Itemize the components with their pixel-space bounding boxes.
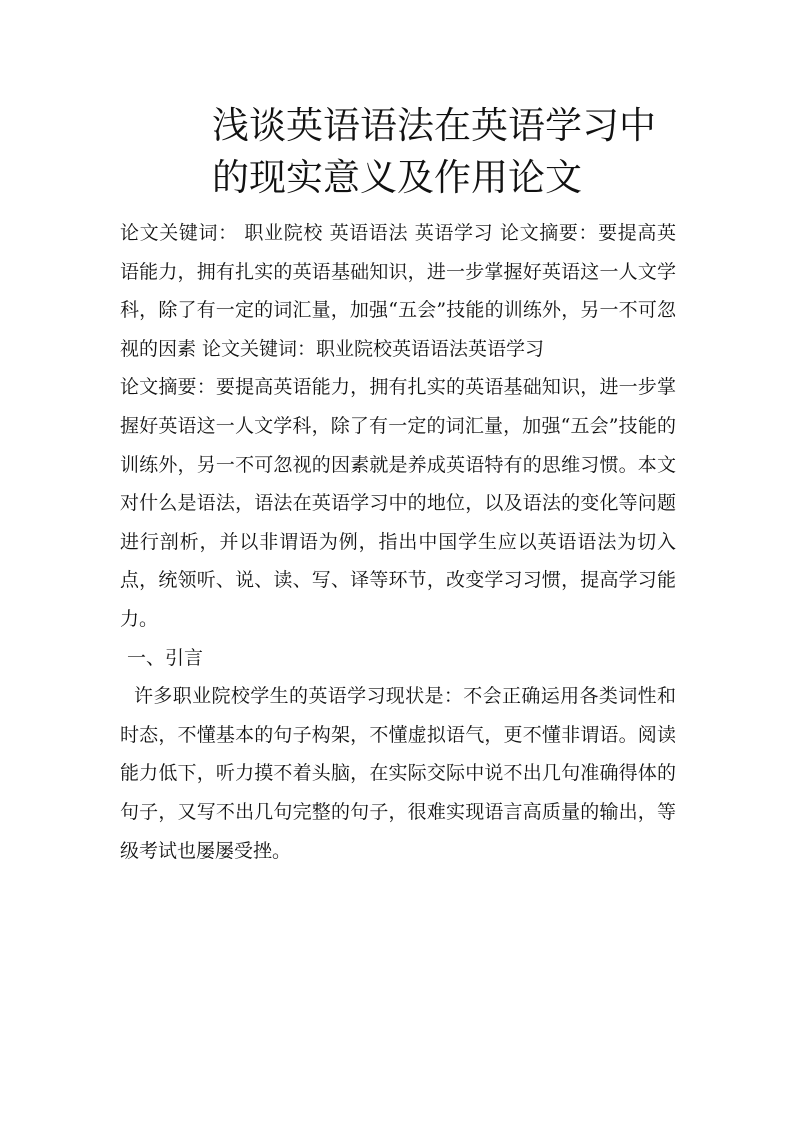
abstract-paragraph: 论文摘要：要提高英语能力，拥有扎实的英语基础知识，进一步掌握好英语这一人文学科，除了有一定的词汇量，加强“五会”技能的训练外，另一不可忽视的因素就是养成英语特有的思维习惯。本文对什么是语法，语法在英语学习中的地位，以及语法的变化等问题进行剖析，并以非谓语为例，指出中国学生应以英语语法为切入点，统领听、说、读、写、译等环节，改变学习习惯，提高学习能力。 xyxy=(120,376,676,630)
introduction-paragraph: 许多职业院校学生的英语学习现状是：不会正确运用各类词性和时态，不懂基本的句子构架，不懂虚拟语气，更不懂非谓语。阅读能力低下，听力摸不着头脑，在实际交际中说不出几句准确得体的句子，又写不出几句完整的句子，很难实现语言高质量的输出，等级考试也屡屡受挫。 xyxy=(120,685,676,862)
title-line-1: 浅谈英语语法在英语学习中 xyxy=(212,104,656,147)
keywords-paragraph: 论文关键词： 职业院校 英语语法 英语学习 论文摘要：要提高英语能力，拥有扎实的英语基础知识，进一步掌握好英语这一人文学科，除了有一定的词汇量，加强“五会”技能的训练外，另一不可忽视的因素 论文关键词：职业院校英语语法英语学习 xyxy=(120,222,676,360)
document-body xyxy=(120,214,676,870)
title-line-2: 的现实意义及作用论文 xyxy=(212,156,582,199)
document-title xyxy=(212,100,682,204)
section-heading-introduction: 一、引言 xyxy=(127,646,204,669)
